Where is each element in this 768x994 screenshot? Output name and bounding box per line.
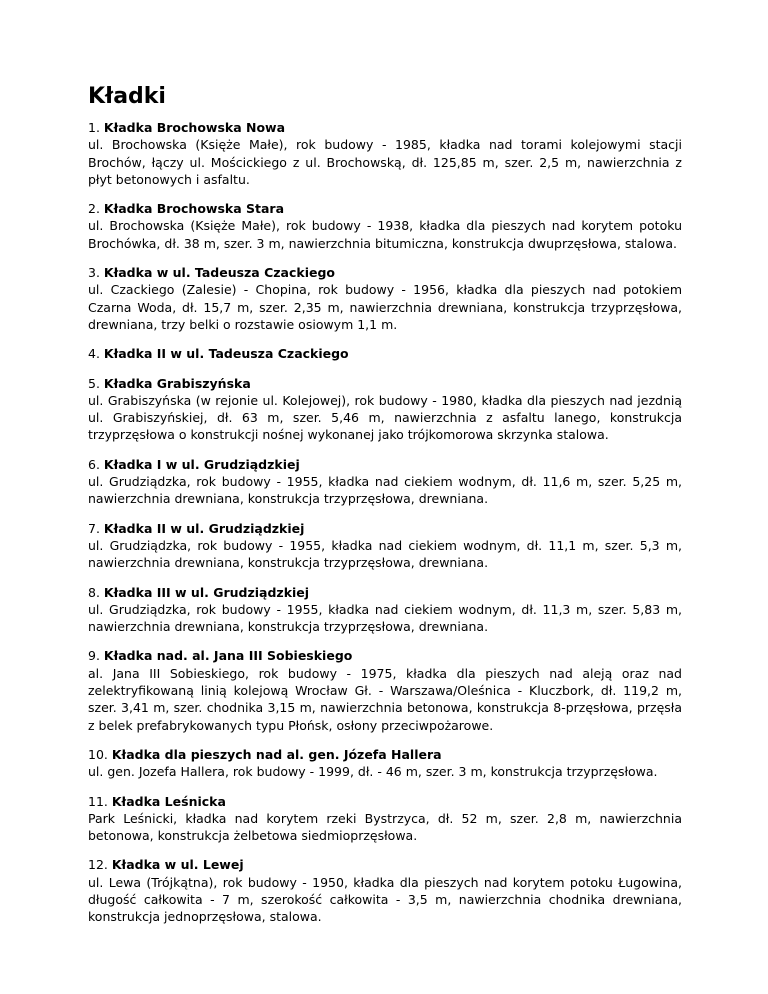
entry-name: Kładka w ul. Lewej xyxy=(111,857,244,873)
entry-name: Kładka w ul. Tadeusza Czackiego xyxy=(103,265,335,281)
entry-name: Kładka Brochowska Stara xyxy=(103,201,285,217)
entry-description: ul. Czackiego (Zalesie) - Chopina, rok budowy - 1956, kładka dla pieszych nad potokiem Czarna Woda, dł. 15,7 m, szer. 2,35 m, nawierzchnia drewniana, konstrukcja trzyprzęsłowa, drewniana, trzy belki o rozstawie osiowym 1,1 m. xyxy=(88,282,682,332)
list-item xyxy=(88,345,682,362)
entry-number: 11. xyxy=(88,793,108,809)
entry-description: al. Jana III Sobieskiego, rok budowy - 1975, kładka dla pieszych nad aleją oraz nad zelektryfikowaną linią kolejową Wrocław Gł. - Warszawa/Oleśnica - Kluczbork, dł. 119,2 m, szer. 3,41 m, szer. chodnika 3,15 m, nawierzchnia betonowa, konstrukcja 8-przęsłowa, przęsła z belek prefabrykowanych typu Płońsk, osłony przeciwpożarowe. xyxy=(88,665,682,733)
entry-name: Kładka Grabiszyńska xyxy=(103,375,251,391)
entry-description: ul. Brochowska (Księże Małe), rok budowy - 1985, kładka nad torami kolejowymi stacji Brochów, łączy ul. Mościckiego z ul. Brochowską, dł. 125,85 m, szer. 2,5 m, nawierzchnia z płyt betonowych i asfaltu. xyxy=(88,137,682,187)
entry-name: Kładka Leśnicka xyxy=(111,793,226,809)
list-item xyxy=(88,793,682,845)
entry-number: 2. xyxy=(88,201,100,217)
entry-description: ul. Brochowska (Księże Małe), rok budowy - 1938, kładka dla pieszych nad korytem potoku Brochówka, dł. 38 m, szer. 3 m, nawierzchnia bitumiczna, konstrukcja dwuprzęsłowa, stalowa. xyxy=(88,218,682,251)
entry-name: Kładka nad. al. Jana III Sobieskiego xyxy=(103,648,353,664)
entry-name: Kładka II w ul. Tadeusza Czackiego xyxy=(103,346,349,362)
list-item xyxy=(88,200,682,252)
entry-description: ul. Lewa (Trójkątna), rok budowy - 1950, kładka dla pieszych nad korytem potoku Ługowina, długość całkowita - 7 m, szerokość całkowita - 3,5 m, nawierzchnia chodnika drewniana, konstrukcja jednoprzęsłowa, stalowa. xyxy=(88,874,682,925)
entry-name: Kładka I w ul. Grudziądzkiej xyxy=(103,456,300,472)
entry-name: Kładka Brochowska Nowa xyxy=(103,120,286,135)
entry-number: 3. xyxy=(88,265,100,281)
entry-name: Kładka III w ul. Grudziądzkiej xyxy=(103,584,310,600)
entry-number: 9. xyxy=(88,648,100,664)
list-item xyxy=(88,375,682,444)
list-item xyxy=(88,119,682,188)
entry-description: ul. Grudziądzka, rok budowy - 1955, kładka nad ciekiem wodnym, dł. 11,3 m, szer. 5,83 m, nawierzchnia drewniana, konstrukcja trzyprzęsłowa, drewniana. xyxy=(88,601,682,635)
entry-description: ul. gen. Jozefa Hallera, rok budowy - 1999, dł. - 46 m, szer. 3 m, konstrukcja trzyprzęsłowa. xyxy=(88,764,658,780)
list-item xyxy=(88,456,682,508)
list-item xyxy=(88,856,682,925)
entry-number: 7. xyxy=(88,520,100,536)
entry-name: Kładka II w ul. Grudziądzkiej xyxy=(103,520,305,536)
entry-name: Kładka dla pieszych nad al. gen. Józefa Hallera xyxy=(111,746,442,762)
entry-description: ul. Grabiszyńska (w rejonie ul. Kolejowej), rok budowy - 1980, kładka dla pieszych nad jezdnią ul. Grabiszyńskiej, dł. 63 m, szer. 5,46 m, nawierzchnia z asfaltu lanego, konstrukcja trzyprzęsłowa o konstrukcji nośnej wykonanej jako trójkomorowa skrzynka stalowa. xyxy=(88,392,682,443)
entry-description: ul. Grudziądzka, rok budowy - 1955, kładka nad ciekiem wodnym, dł. 11,1 m, szer. 5,3 m, nawierzchnia drewniana, konstrukcja trzyprzęsłowa, drewniana. xyxy=(88,537,682,571)
list-item xyxy=(88,584,682,636)
page-title: Kładki xyxy=(88,84,166,109)
entry-description: ul. Grudziądzka, rok budowy - 1955, kładka nad ciekiem wodnym, dł. 11,6 m, szer. 5,25 m, nawierzchnia drewniana, konstrukcja trzyprzęsłowa, drewniana. xyxy=(88,474,682,507)
list-item xyxy=(88,520,682,572)
entry-description: Park Leśnicki, kładka nad korytem rzeki Bystrzyca, dł. 52 m, szer. 2,8 m, nawierzchnia betonowa, konstrukcja żelbetowa siedmioprzęsłowa. xyxy=(88,810,682,844)
entry-number: 8. xyxy=(88,584,100,600)
entry-number: 4. xyxy=(88,346,100,362)
footbridge-list xyxy=(88,119,682,938)
list-item xyxy=(88,647,682,733)
entry-number: 5. xyxy=(88,375,100,391)
entry-number: 10. xyxy=(88,746,108,762)
list-item xyxy=(88,264,682,333)
entry-number: 12. xyxy=(88,857,108,873)
entry-number: 1. xyxy=(88,120,100,135)
list-item xyxy=(88,746,682,781)
entry-number: 6. xyxy=(88,456,100,472)
